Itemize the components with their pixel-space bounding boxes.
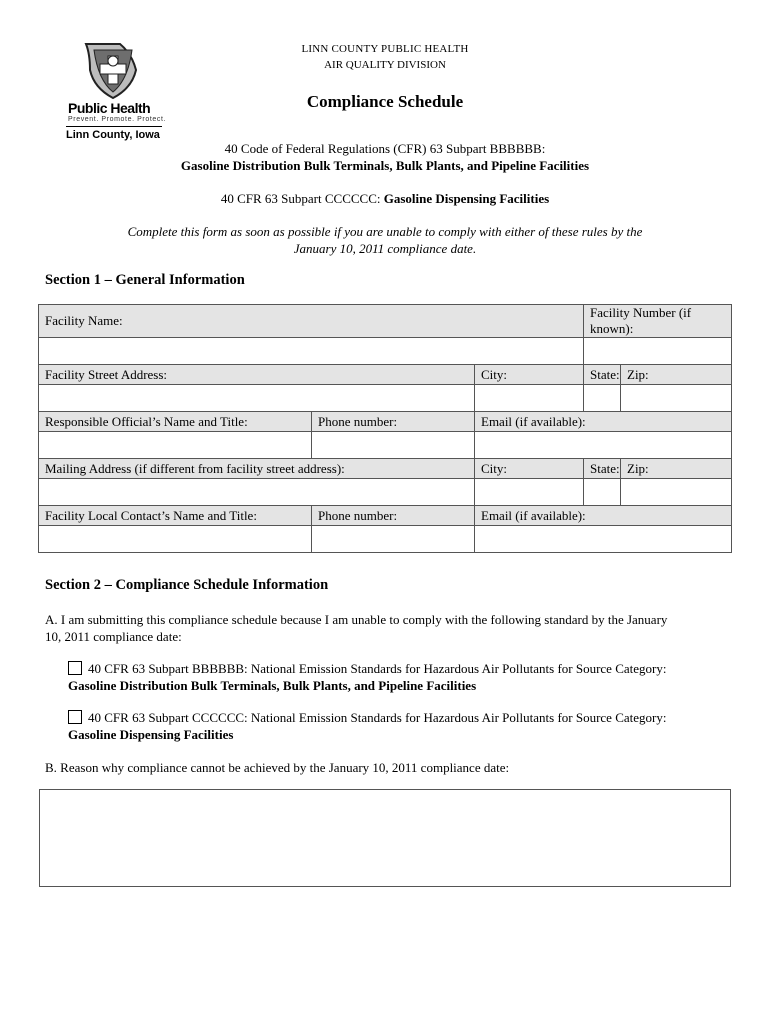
- section-1-heading: Section 1 – General Information: [45, 272, 245, 288]
- regulation-line-3: [40, 191, 730, 207]
- facility-number-label: Facility Number (if known):: [584, 305, 732, 338]
- general-information-table: [38, 304, 732, 553]
- cccccc-checkbox[interactable]: [68, 710, 82, 724]
- option-2-line-1: 40 CFR 63 Subpart CCCCCC: National Emission Standards for Hazardous Air Pollutants for Source Category:: [88, 710, 667, 725]
- contact-phone-label: Phone number:: [312, 506, 475, 526]
- local-contact-label: Facility Local Contact’s Name and Title:: [39, 506, 312, 526]
- contact-email-field[interactable]: [475, 526, 732, 553]
- phone-label: Phone number:: [312, 412, 475, 432]
- regulation-line-1: 40 Code of Federal Regulations (CFR) 63 Subpart BBBBBB:: [224, 141, 546, 156]
- reason-textarea[interactable]: [39, 789, 731, 887]
- section-2-heading: Section 2 – Compliance Schedule Information: [45, 577, 329, 593]
- mailing-address-field[interactable]: [39, 479, 475, 506]
- zip-field[interactable]: [621, 385, 732, 412]
- street-address-field[interactable]: [39, 385, 475, 412]
- instruction-line-2: January 10, 2011 compliance date.: [293, 241, 477, 256]
- logo-county: Linn County, Iowa: [66, 129, 160, 141]
- instruction-line-1: Complete this form as soon as possible if you are unable to comply with either of these rules by the: [127, 224, 643, 239]
- facility-name-label: Facility Name:: [39, 305, 584, 338]
- agency-name: LINN COUNTY PUBLIC HEALTH: [301, 43, 469, 55]
- bbbbbb-checkbox[interactable]: [68, 661, 82, 675]
- street-address-label: Facility Street Address:: [39, 365, 475, 385]
- option-2-line-2: Gasoline Dispensing Facilities: [68, 727, 234, 742]
- logo-name: Public Health: [68, 100, 151, 116]
- mailing-zip-field[interactable]: [621, 479, 732, 506]
- facility-number-field[interactable]: [584, 338, 732, 365]
- mailing-state-field[interactable]: [584, 479, 621, 506]
- city-field[interactable]: [475, 385, 584, 412]
- mailing-city-field[interactable]: [475, 479, 584, 506]
- city-label: City:: [475, 365, 584, 385]
- state-label: State:: [584, 365, 621, 385]
- division-name: AIR QUALITY DIVISION: [324, 59, 446, 71]
- official-field[interactable]: [39, 432, 312, 459]
- option-cccccc: [68, 709, 728, 743]
- page-title: Compliance Schedule: [306, 92, 464, 111]
- official-label: Responsible Official’s Name and Title:: [39, 412, 312, 432]
- facility-name-field[interactable]: [39, 338, 584, 365]
- item-a-line-1: A. I am submitting this compliance schedule because I am unable to comply with the following standard by the January: [45, 612, 668, 627]
- mailing-address-label: Mailing Address (if different from facility street address):: [39, 459, 475, 479]
- item-b: B. Reason why compliance cannot be achieved by the January 10, 2011 compliance date:: [45, 760, 510, 775]
- local-contact-field[interactable]: [39, 526, 312, 553]
- logo-tagline: Prevent. Promote. Protect.: [68, 116, 167, 123]
- option-1-line-1: 40 CFR 63 Subpart BBBBBB: National Emission Standards for Hazardous Air Pollutants for Source Category:: [88, 661, 667, 676]
- regulation-line-2: Gasoline Distribution Bulk Terminals, Bulk Plants, and Pipeline Facilities: [180, 158, 590, 173]
- zip-label: Zip:: [621, 365, 732, 385]
- email-field[interactable]: [475, 432, 732, 459]
- regulation-line-3-bold: Gasoline Dispensing Facilities: [383, 191, 550, 206]
- mailing-state-label: State:: [584, 459, 621, 479]
- mailing-zip-label: Zip:: [621, 459, 732, 479]
- mailing-city-label: City:: [475, 459, 584, 479]
- phone-field[interactable]: [312, 432, 475, 459]
- contact-email-label: Email (if available):: [475, 506, 732, 526]
- option-bbbbbb: [68, 660, 728, 694]
- contact-phone-field[interactable]: [312, 526, 475, 553]
- logo-divider: [66, 126, 162, 127]
- item-a: [45, 611, 725, 645]
- regulation-line-3-prefix: 40 CFR 63 Subpart CCCCCC:: [220, 191, 384, 206]
- option-1-line-2: Gasoline Distribution Bulk Terminals, Bulk Plants, and Pipeline Facilities: [68, 678, 477, 693]
- email-label: Email (if available):: [475, 412, 732, 432]
- state-field[interactable]: [584, 385, 621, 412]
- item-a-line-2: 10, 2011 compliance date:: [45, 629, 182, 644]
